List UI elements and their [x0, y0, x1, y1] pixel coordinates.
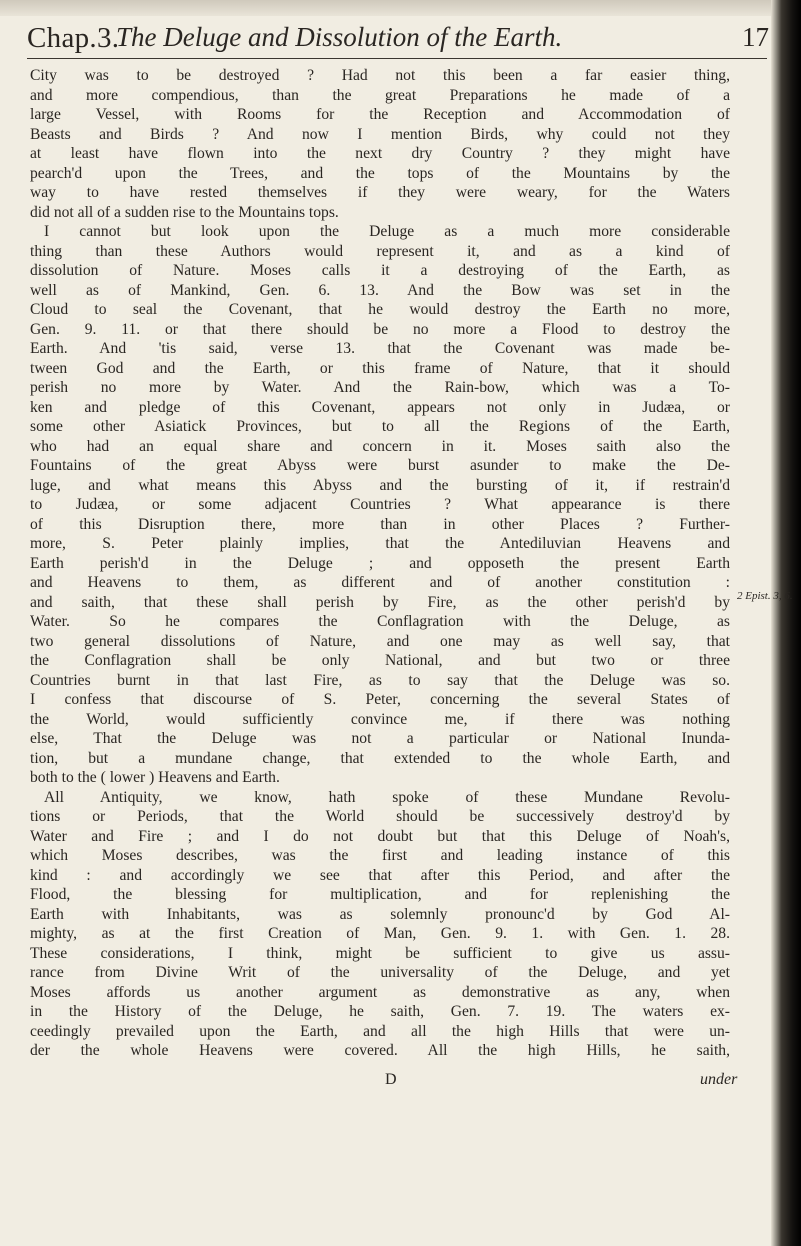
body-text: [30, 66, 730, 1061]
text-line: did not all of a sudden rise to the Mountains tops.: [30, 203, 339, 221]
text-line: ceedingly prevailed upon the Earth, and all the high Hills that were un-: [30, 1022, 730, 1040]
text-line: kind : and accordingly we see that after this Period, and after the: [30, 866, 730, 884]
text-line: Cloud to seal the Covenant, that he would destroy the Earth no more,: [30, 301, 730, 318]
book-gutter-shadow: [771, 0, 801, 1246]
text-line: perish no more by Water. And the Rain-bow, which was a To-: [30, 379, 730, 396]
chapter-label: Chap.3.: [27, 22, 120, 54]
text-line: tween God and the Earth, or this frame of Nature, that it should: [30, 359, 730, 377]
text-line: of this Disruption there, more than in other Places ? Further-: [30, 515, 730, 533]
page-top-edge: [0, 0, 801, 16]
text-line: which Moses describes, was the first and leading instance of this: [30, 847, 730, 864]
text-line: the Conflagration shall be only National, and but two or three: [30, 652, 730, 669]
text-line: and saith, that these shall perish by Fire, as the other perish'd by: [30, 593, 730, 611]
text-line: Countries burnt in that last Fire, as to say that the Deluge was so.: [30, 671, 730, 689]
text-line: way to have rested themselves if they were weary, for the Waters: [30, 184, 730, 201]
text-line: Water. So he compares the Conflagration with the Deluge, as: [30, 613, 730, 630]
text-line: who had an equal share and concern in it. Moses saith also the: [30, 437, 730, 455]
text-line: Moses affords us another argument as demonstrative as any, when: [30, 983, 730, 1001]
text-line: at least have flown into the next dry Country ? they might have: [30, 145, 730, 162]
header-rule: [27, 58, 767, 59]
text-line: I confess that discourse of S. Peter, concerning the several States of: [30, 691, 730, 708]
text-line: Flood, the blessing for multiplication, and for replenishing the: [30, 886, 730, 903]
text-line: Fountains of the great Abyss were burst asunder to make the De-: [30, 457, 730, 474]
text-line: Water and Fire ; and I do not doubt but that this Deluge of Noah's,: [30, 827, 730, 845]
text-line: in the History of the Deluge, he saith, Gen. 7. 19. The waters ex-: [30, 1003, 730, 1020]
text-line: to Judæa, or some adjacent Countries ? What appearance is there: [30, 496, 730, 513]
text-line: These considerations, I think, might be sufficient to give us assu-: [30, 944, 730, 962]
text-line: else, That the Deluge was not a particular or National Inunda-: [30, 730, 730, 747]
text-line: I cannot but look upon the Deluge as a much more considerable: [44, 223, 730, 240]
text-line: rance from Divine Writ of the universality of the Deluge, and yet: [30, 964, 730, 981]
signature-mark: D: [385, 1071, 397, 1088]
text-line: All Antiquity, we know, hath spoke of these Mundane Revolu-: [44, 788, 730, 806]
text-line: more, S. Peter plainly implies, that the Antediluvian Heavens and: [30, 535, 730, 552]
text-line: and more compendious, than the great Preparations he made of a: [30, 86, 730, 104]
text-line: City was to be destroyed ? Had not this been a far easier thing,: [30, 67, 730, 84]
text-line: der the whole Heavens were covered. All the high Hills, he saith,: [30, 1042, 730, 1059]
text-line: pearch'd upon the Trees, and the tops of the Mountains by the: [30, 164, 730, 182]
text-line: dissolution of Nature. Moses calls it a destroying of the Earth, as: [30, 262, 730, 279]
text-line: and Heavens to them, as different and of another constitution :: [30, 574, 730, 591]
text-line: Beasts and Birds ? And now I mention Birds, why could not they: [30, 125, 730, 143]
page-number: 17: [742, 22, 769, 52]
text-line: both to the ( lower ) Heavens and Earth.: [30, 769, 280, 786]
text-line: Earth perish'd in the Deluge ; and opposeth the present Earth: [30, 554, 730, 572]
text-line: two general dissolutions of Nature, and one may as well say, that: [30, 632, 730, 650]
text-line: tion, but a mundane change, that extended to the whole Earth, and: [30, 749, 730, 767]
running-title: The Deluge and Dissolution of the Earth.: [116, 22, 563, 52]
text-line: Earth with Inhabitants, was as solemnly pronounc'd by God Al-: [30, 905, 730, 923]
text-line: large Vessel, with Rooms for the Reception and Accommodation of: [30, 106, 730, 123]
text-line: ken and pledge of this Covenant, appears not only in Judæa, or: [30, 398, 730, 416]
text-line: Earth. And 'tis said, verse 13. that the Covenant was made be-: [30, 340, 730, 357]
catchword: under: [700, 1071, 738, 1088]
text-line: the World, would sufficiently convince me, if there was nothing: [30, 710, 730, 728]
text-line: thing than these Authors would represent it, and as a kind of: [30, 242, 730, 260]
text-line: tions or Periods, that the World should be successively destroy'd by: [30, 808, 730, 825]
text-line: Gen. 9. 11. or that there should be no more a Flood to destroy the: [30, 320, 730, 338]
text-line: some other Asiatick Provinces, but to all the Regions of the Earth,: [30, 418, 730, 435]
text-line: luge, and what means this Abyss and the bursting of it, if restrain'd: [30, 476, 730, 494]
text-line: well as of Mankind, Gen. 6. 13. And the Bow was set in the: [30, 281, 730, 299]
page-header: [27, 18, 769, 58]
text-line: mighty, as at the first Creation of Man, Gen. 9. 1. with Gen. 1. 28.: [30, 925, 730, 942]
marginal-note: 2 Epist. 3, 6.: [737, 590, 793, 602]
